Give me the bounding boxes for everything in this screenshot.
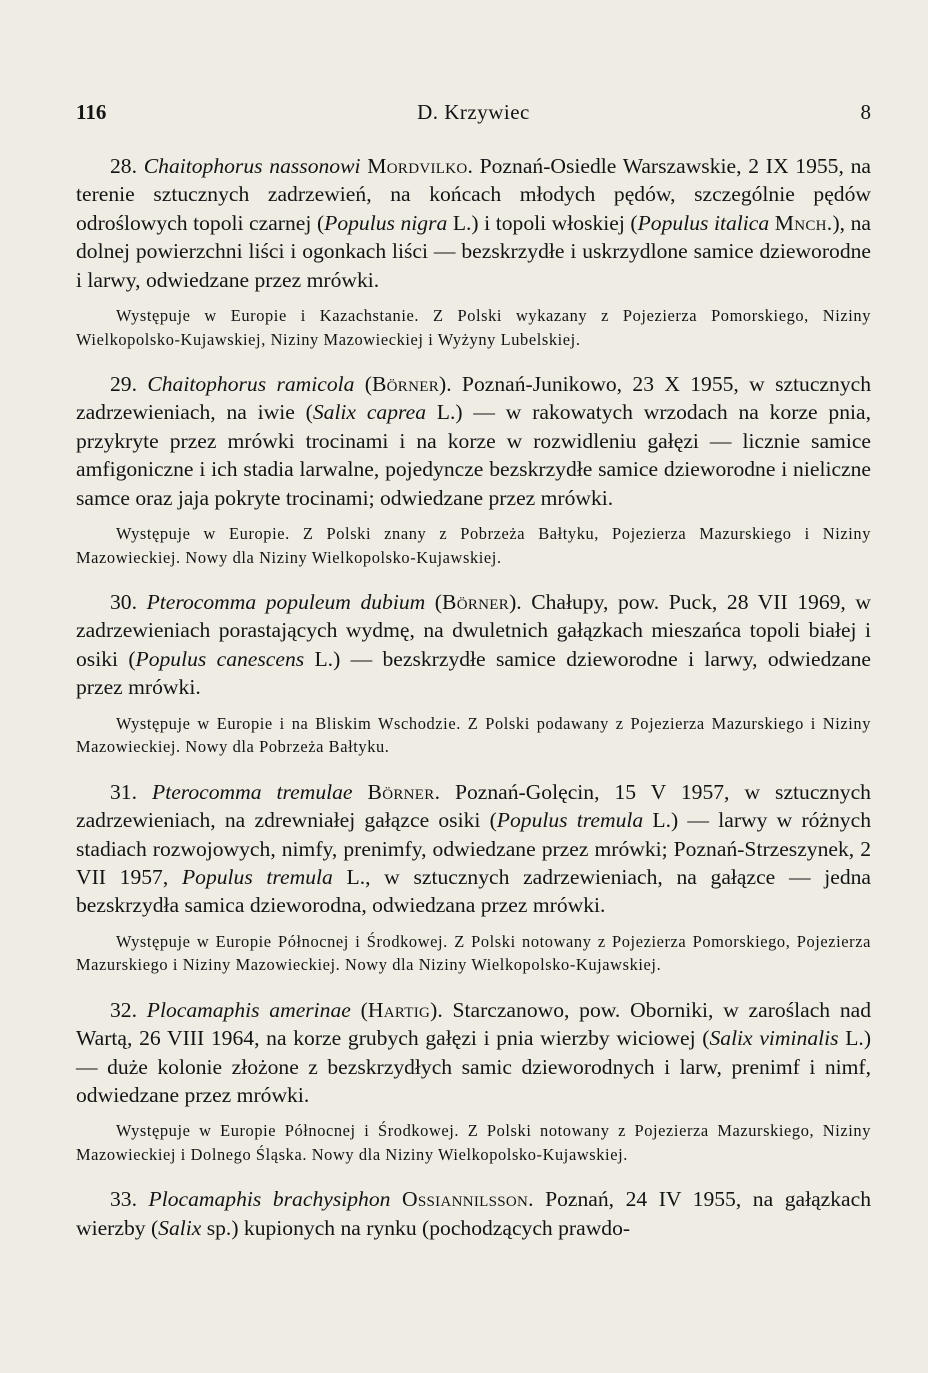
species-authority: Börner	[371, 372, 440, 397]
main-text	[76, 152, 871, 1242]
host-plant-name: Populus nigra	[324, 210, 448, 235]
entry-number: 33.	[110, 1187, 137, 1212]
species-authority: Mordvilko	[367, 154, 468, 178]
sheet-mark: 8	[860, 100, 871, 124]
host-plant-name: Salix viminalis	[709, 1026, 839, 1051]
host-plant-name: Populus tremula	[496, 808, 644, 833]
species-entry: 30. Pterocomma populeum dubium (Börner). Chałupy, pow. Puck, 28 VII 1969, w zadrzewieniach porastających wydmę, na dwuletnich gałązkach mieszańca topoli białej i osiki (Populus canescens L.) — bezskrzydłe samice dzieworodne i larwy, odwiedzane przez mrówki.	[76, 590, 871, 700]
host-plant-name: Populus tremula	[181, 864, 333, 889]
species-name: Plocamaphis amerinae	[146, 997, 351, 1022]
species-entry: 33. Plocamaphis brachysiphon Ossiannilsson. Poznań, 24 IV 1955, na gałązkach wierzby (Salix sp.) kupionych na rynku (pochodzących prawdo-	[76, 1187, 872, 1240]
running-head-author: D. Krzywiec	[417, 100, 530, 124]
entry-number: 31.	[110, 779, 137, 804]
species-entry: 29. Chaitophorus ramicola (Börner). Poznań-Junikowo, 23 X 1955, w sztucznych zadrzewieniach, na iwie (Salix caprea L.) — w rakowatych wrzodach na korze pnia, przykryte przez mrówki trocinami i na korze w rozwidleniu gałęzi — licznie samice amfigoniczne i ich stadia larwalne, pojedyncze bezskrzydłe samice dzieworodne i nieliczne samce oraz jaja pokryte trocinami; odwiedzane przez mrówki.	[76, 372, 871, 510]
species-name: Chaitophorus nassonowi	[143, 154, 361, 178]
species-entry: 32. Plocamaphis amerinae (Hartig). Starczanowo, pow. Oborniki, w zaroślach nad Wartą, 26 VIII 1964, na korze grubych gałęzi i pnia wierzby wiciowej (Salix viminalis L.) — duże kolonie złożone z bezskrzydłych samic dzieworodnych i larw, prenimf i nimf, odwiedzane przez mrówki.	[76, 997, 872, 1107]
host-authority: Mnch.	[774, 210, 833, 235]
species-name: Chaitophorus ramicola	[147, 372, 355, 397]
distribution-note: Występuje w Europie i na Bliskim Wschodzie. Z Polski podawany z Pojezierza Mazurskiego i Niziny Mazowieckiej. Nowy dla Pobrzeża Bałtyku.	[76, 713, 871, 757]
species-authority: Ossiannilsson	[401, 1187, 529, 1212]
species-entry: 31. Pterocomma tremulae Börner. Poznań-Golęcin, 15 V 1957, w sztucznych zadrzewieniach, na zdrewniałej gałązce osiki (Populus tremula L.) — larwy w różnych stadiach rozwojowych, nimfy, prenimfy, odwiedzane przez mrówki; Poznań-Strzeszynek, 2 VII 1957, Populus tremula L., w sztucznych zadrzewieniach, na gałązce — jedna bezskrzydła samica dzieworodna, odwiedzana przez mrówki.	[76, 779, 871, 918]
entry-number: 32.	[110, 997, 137, 1022]
host-plant-name: Populus canescens	[135, 646, 305, 671]
distribution-note: Występuje w Europie i Kazachstanie. Z Polski wykazany z Pojezierza Pomorskiego, Niziny Wielkopolsko-Kujawskiej, Niziny Mazowieckiej i Wyżyny Lubelskiej.	[76, 306, 871, 349]
species-entry: 28. Chaitophorus nassonowi Mordvilko. Poznań-Osiedle Warszawskie, 2 IX 1955, na terenie sztucznych zadrzewień, na końcach młodych pędów, szczególnie pędów odroślowych topoli czarnej (Populus nigra L.) i topoli włoskiej (Populus italica Mnch.), na dolnej powierzchni liści i ogonkach liści — bezskrzydłe i uskrzydlone samice dzieworodne i larwy, odwiedzane przez mrówki.	[76, 154, 871, 292]
running-header	[76, 100, 871, 128]
entry-number: 28.	[110, 154, 137, 178]
entry-number: 29.	[110, 372, 137, 397]
host-plant-name: Populus italica	[637, 210, 770, 235]
species-authority: Hartig	[367, 997, 431, 1022]
distribution-note: Występuje w Europie. Z Polski znany z Pobrzeża Bałtyku, Pojezierza Mazurskiego i Niziny Mazowieckiej. Nowy dla Niziny Wielkopolsko-Kujawskiej.	[76, 524, 871, 567]
page-number: 116	[76, 100, 107, 124]
entry-number: 30.	[110, 590, 137, 615]
species-authority: Börner	[442, 590, 510, 615]
species-name: Plocamaphis brachysiphon	[148, 1187, 391, 1212]
host-plant-name: Salix	[158, 1215, 202, 1240]
distribution-note: Występuje w Europie Północnej i Środkowej. Z Polski notowany z Pojezierza Pomorskiego, Pojezierza Mazurskiego i Niziny Mazowieckiej. Nowy dla Niziny Wielkopolsko-Kujawskiej.	[76, 931, 871, 975]
species-name: Pterocomma populeum dubium	[146, 590, 426, 615]
species-name: Pterocomma tremulae	[152, 779, 353, 804]
species-authority: Börner	[367, 779, 435, 804]
host-plant-name: Salix caprea	[312, 400, 426, 425]
distribution-note: Występuje w Europie Północnej i Środkowej. Z Polski notowany z Pojezierza Mazurskiego, Niziny Mazowieckiej i Dolnego Śląska. Nowy dla Niziny Wielkopolsko-Kujawskiej.	[76, 1121, 871, 1164]
